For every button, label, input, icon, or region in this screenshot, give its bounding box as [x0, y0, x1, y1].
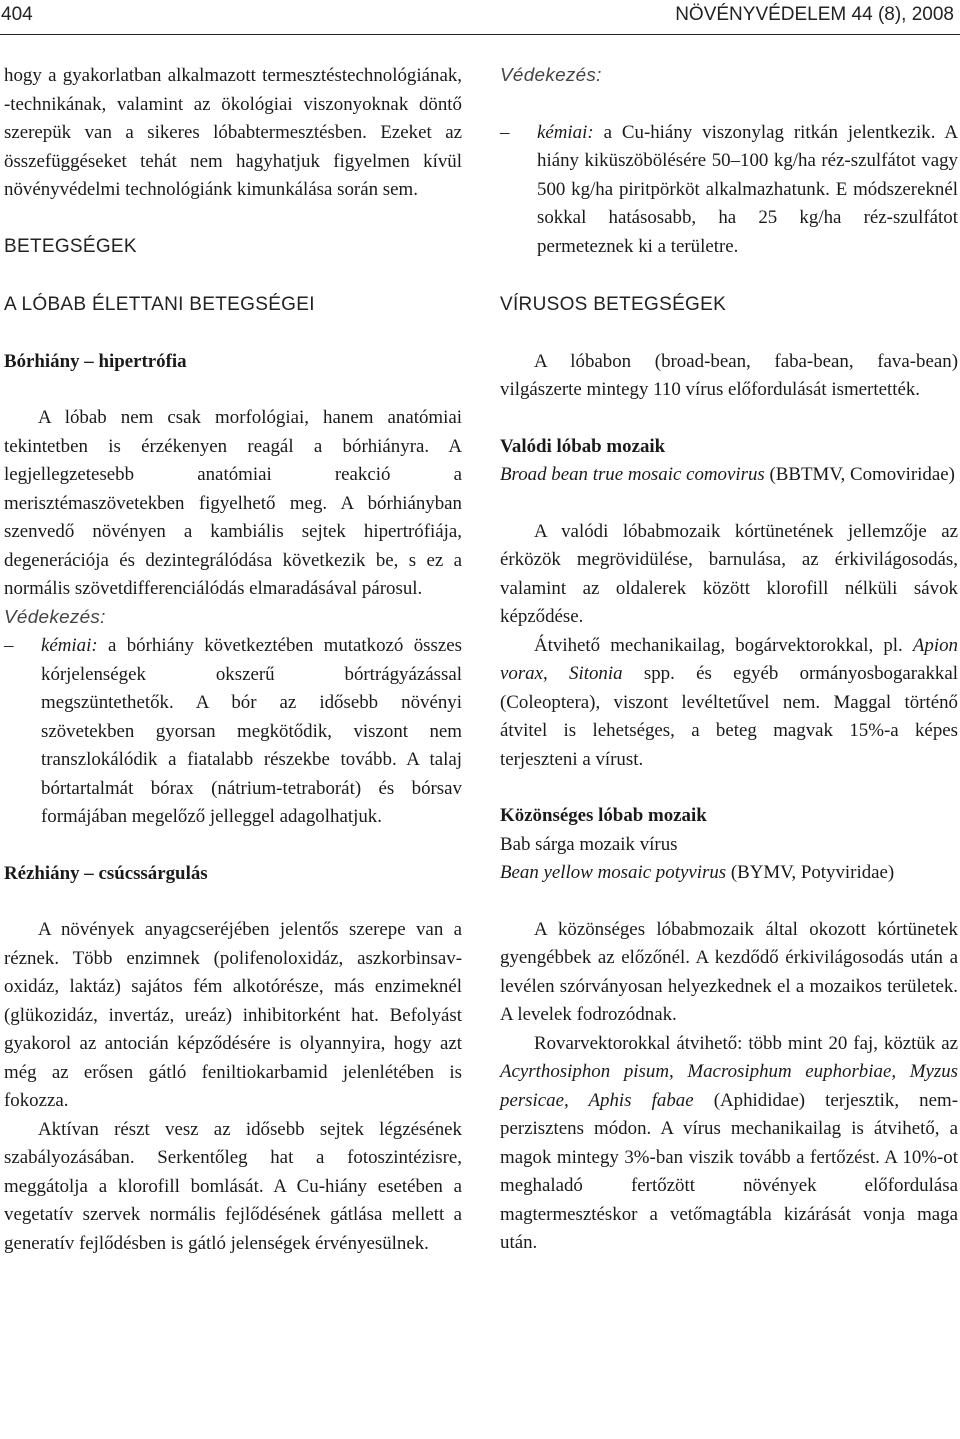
- page-header: [0, 0, 960, 35]
- kemiai-text-right: a Cu-hiány viszonylag ritkán jelentkezik. A hiány kiküszöbölésére 50–100 kg/ha réz-szulfátot vagy 500 kg/ha piritpörköt alkalmazhatunk. E módszereknél sokkal hatásosabb, ha 25 kg/ha réz-szulfátot permeteznek ki a területre.: [537, 121, 958, 257]
- kemiai-text: a bórhiány következtében mutatkozó összes kórjelenségek okszerű bórtrágyázással megszüntethetők. A bór az idősebb növényi szövetekben gyorsan megkötődik, viszont nem transzlokálódik a fiatalabb részekbe tovább. A talaj bórtartalmát bórax (nátrium-tetraborát) és bórsav formájában megelőző jelleggel adagolhatjuk.: [41, 635, 462, 827]
- borhiany-title: Bórhiány – hipertrófia: [4, 350, 187, 372]
- kozonseges-paragraph-1: A közönséges lóbabmozaik által okozott kórtünetek gyengébbek az előzőnél. A kezdődő érkivilágosodás után a levélen szórványosan helyezkednek el a mozaikos területek. A levelek fodrozódnak.: [500, 918, 958, 1025]
- kozonseges-latin-name: Bean yellow mosaic potyvirus: [500, 862, 727, 883]
- borhiany-paragraph: A lóbab nem csak morfológiai, hanem anatómiai tekintetben is érzékenyen reagál a bórhiányra. A legjellegzetesebb anatómiai reakció a merisztémaszövetekben figyelhető meg. A bórhiányban szenvedő növényen a kambiális sejtek hipertrófiája, degenerációja és dezintegrálódása következik be, s ez a normális szövetdifferenciálódás elmaradásával párosul.: [4, 407, 462, 599]
- kozonseges-title: Közönséges lóbab mozaik: [500, 805, 707, 826]
- rezhiany-paragraph-2: Aktívan részt vesz az idősebb sejtek légzésének szabályozásában. Serkentőleg hat a fotoszintézisre, meggátolja a klorofill bomlását. A Cu-hiány esetében a vegetatív szervek normális fejlődésének gátlása mellett a generatív fejlődésben is gátló jelenségek érvényesülnek.: [4, 1118, 462, 1254]
- species-apion: Apion vorax: [500, 634, 958, 684]
- kemiai-label: kémiai:: [41, 635, 98, 656]
- valodi-title: Valódi lóbab mozaik: [500, 435, 666, 457]
- valodi-latin-tail: (BBTMV, Comoviridae): [764, 464, 955, 485]
- valodi-taxon: [500, 461, 958, 490]
- dash-bullet-icon: –: [500, 121, 510, 143]
- right-column: [500, 62, 958, 1258]
- kemiai-label-right: kémiai:: [537, 121, 594, 143]
- intro-paragraph: hogy a gyakorlatban alkalmazott termesztéstechnológiának, -technikának, valamint az ökológiai viszonyoknak döntő szerepük van a sikeres lóbabtermesztésben. Ezeket az összefüggéseket tehát nem hagyhatjuk figyelmen kívül növényvédelmi technológiánk kimunkálása során sem.: [4, 65, 462, 200]
- aphid-species-list: Acyrthosiphon pisum, Macrosiphum euphorbiae, Myzus persicae, Aphis fabae: [500, 1061, 958, 1111]
- vedekezes-label: Védekezés:: [4, 606, 106, 628]
- virus-intro-paragraph: A lóbabon (broad-bean, faba-bean, fava-bean) vilgászerte mintegy 110 vírus előfordulását ismertették.: [500, 350, 958, 400]
- valodi-latin-name: Broad bean true mosaic comovirus: [500, 464, 765, 485]
- dash-bullet-icon: –: [4, 635, 14, 656]
- section-heading-elettani: A LÓBAB ÉLETTANI BETEGSÉGEI: [4, 294, 315, 315]
- rezhiany-paragraph-1: A növények anyagcseréjében jelentős szerepe van a réznek. Több enzimnek (polifenoloxidáz, aszkorbinsav-oxidáz, laktáz) sajátos fém alkotórésze, más enzimeknél (glükozidáz, invertáz, ureáz) inhibitorként hat. Befolyást gyakorol az antocián képződésére is olyannyira, hogy azt még az erősen gátló feniltiokarbamid jelenlétében is fokozza.: [4, 919, 462, 1111]
- left-column: [4, 62, 462, 1258]
- valodi-paragraph-1: A valódi lóbabmozaik kórtünetének jellemzője az érközök megrövidülése, barnulása, az érkivilágosodás, valamint az oldalerek között klorofill nélküli sávok képződése.: [500, 520, 958, 627]
- kozonseges-latin-tail: (BYMV, Potyviridae): [726, 862, 895, 883]
- section-heading-virusos: VÍRUSOS BETEGSÉGEK: [500, 294, 727, 315]
- species-sitonia: Sitonia: [569, 663, 623, 684]
- kozonseges-hungarian-name: Bab sárga mozaik vírus: [500, 833, 678, 855]
- kozonseges-taxon: [500, 859, 958, 888]
- kemiai-bullet: [4, 632, 462, 832]
- vedekezes-label-right: Védekezés:: [500, 65, 602, 86]
- page-number: 404: [1, 4, 33, 25]
- kemiai-bullet-right: [500, 119, 958, 262]
- kozonseges-paragraph-2: Rovarvektorokkal átvihető: több mint 20 faj, köztük az Acyrthosiphon pisum, Macrosiphum euphorbiae, Myzus persicae, Aphis fabae (Aphididae) terjesztik, nem-perzisztens módon. A vírus mechanikailag is átvihető, a magok mintegy 3%-ban viszik tovább a fertőzést. A 10%-ot meghaladó fertőzött növények előfordulása magtermesztéskor a vetőmagtábla kizárását vonja maga után.: [500, 1032, 958, 1253]
- rezhiany-title: Rézhiány – csúcssárgulás: [4, 862, 208, 884]
- journal-citation: NÖVÉNYVÉDELEM 44 (8), 2008: [675, 4, 954, 25]
- valodi-paragraph-2: Átvihető mechanikailag, bogárvektorokkal, pl. Apion vorax, Sitonia spp. és egyéb ormányosbogarakkal (Coleoptera), viszont levéltetűvel nem. Maggal történő átvitel is lehetséges, a beteg magvak 15%-a képes terjeszteni a vírust.: [500, 634, 958, 770]
- section-heading-betegsegek: BETEGSÉGEK: [4, 235, 137, 257]
